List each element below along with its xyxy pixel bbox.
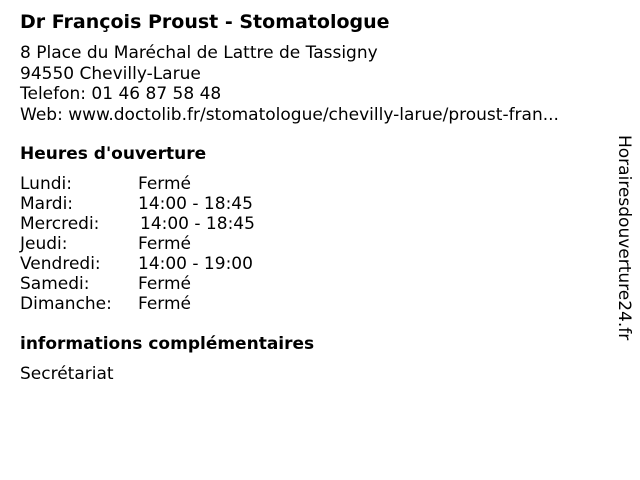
website-link[interactable]: Web: www.doctolib.fr/stomatologue/chevilly-larue/proust-fran... (20, 104, 559, 125)
hours-row-friday (20, 254, 320, 274)
street-address: 8 Place du Maréchal de Lattre de Tassigny (20, 43, 378, 63)
additional-info-text: Secrétariat (20, 364, 114, 384)
hours-row-sunday (20, 294, 320, 314)
postal-city: 94550 Chevilly-Larue (20, 63, 201, 84)
day-label: Jeudi: (20, 234, 68, 254)
day-hours: 14:00 - 18:45 (140, 214, 255, 234)
day-label: Mardi: (20, 194, 74, 214)
day-label: Dimanche: (20, 294, 112, 314)
opening-hours-table (20, 174, 320, 314)
hours-row-thursday (20, 234, 320, 254)
phone-number: Telefon: 01 46 87 58 48 (20, 84, 222, 104)
page-title: Dr François Proust - Stomatologue (20, 11, 390, 33)
day-hours: Fermé (138, 274, 192, 294)
watermark-text: Horairesdouverture24.fr (614, 135, 634, 341)
additional-info-heading: informations complémentaires (20, 334, 315, 354)
day-label: Mercredi: (20, 214, 100, 234)
day-hours: Fermé (138, 234, 192, 254)
day-label: Samedi: (20, 274, 90, 294)
day-hours: Fermé (138, 294, 192, 314)
day-hours: 14:00 - 18:45 (138, 194, 253, 214)
address-block (20, 43, 559, 125)
day-label: Lundi: (20, 174, 72, 194)
day-hours: Fermé (138, 174, 192, 194)
hours-row-monday (20, 174, 320, 194)
site-watermark (612, 135, 636, 375)
hours-row-tuesday (20, 194, 320, 214)
hours-row-saturday (20, 274, 320, 294)
hours-row-wednesday (20, 214, 320, 234)
opening-hours-heading: Heures d'ouverture (20, 144, 207, 164)
day-hours: 14:00 - 19:00 (138, 254, 253, 274)
day-label: Vendredi: (20, 254, 101, 274)
